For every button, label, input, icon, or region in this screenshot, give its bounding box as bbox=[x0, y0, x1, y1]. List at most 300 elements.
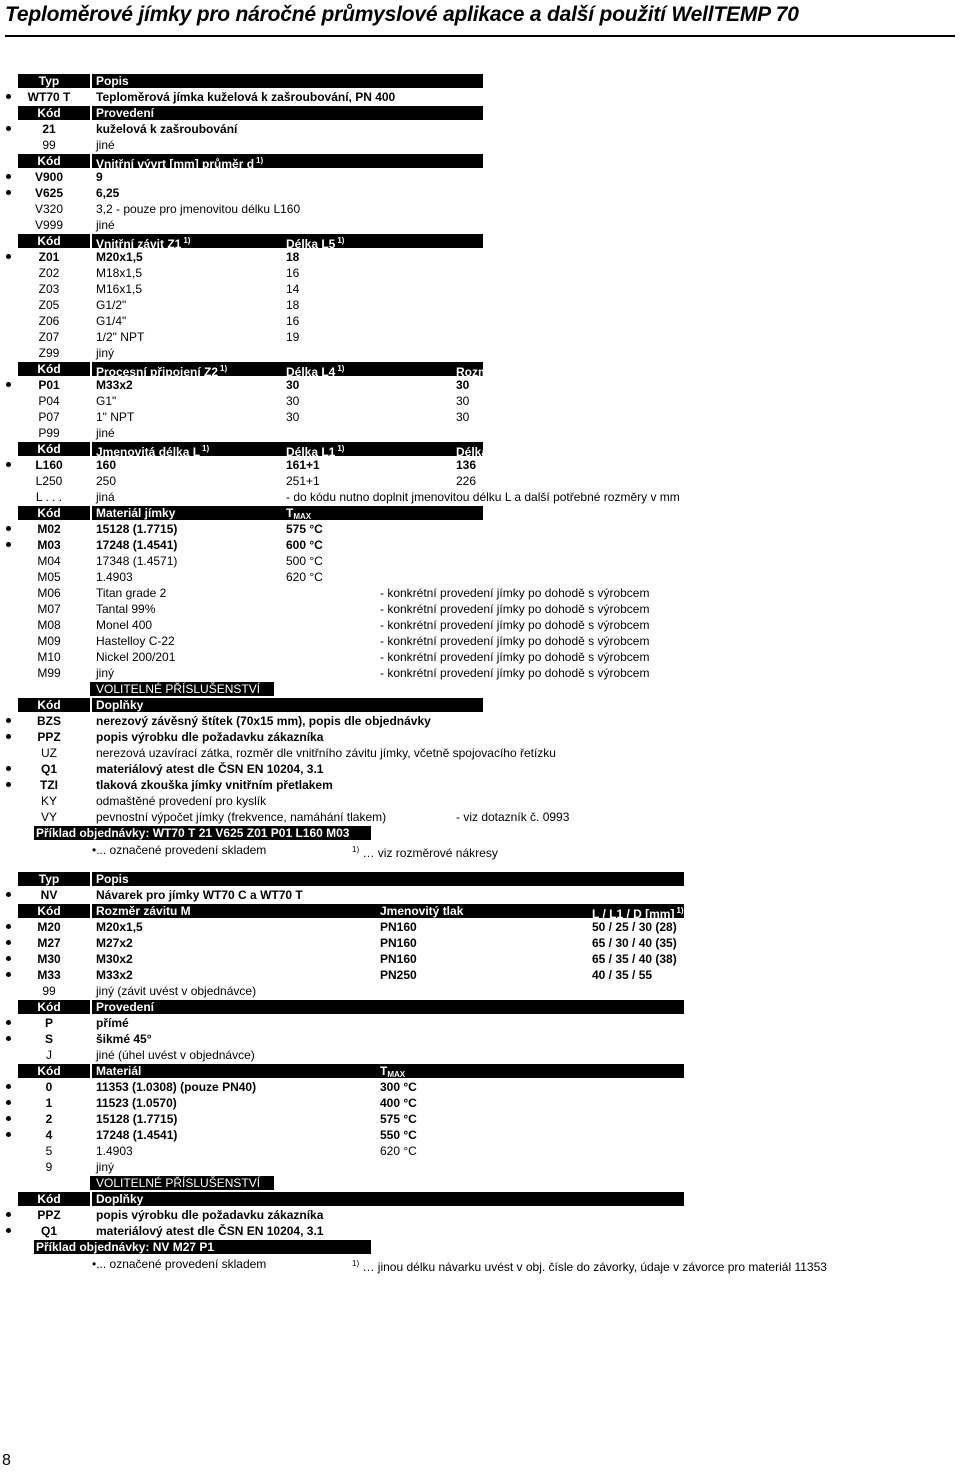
row-cell: Nickel 200/201 bbox=[96, 650, 176, 664]
row-code: Kód bbox=[37, 106, 61, 120]
row-cell: jiný bbox=[96, 1160, 115, 1174]
row-cell: 11523 (1.0570) bbox=[96, 1096, 177, 1110]
row-cell: Návarek pro jímky WT70 C a WT70 T bbox=[96, 888, 303, 902]
table-row bbox=[0, 553, 960, 569]
subheader-row bbox=[0, 1175, 960, 1191]
row-cell: tlaková zkouška jímky vnitřním přetlakem bbox=[96, 778, 333, 792]
row-cell: 17248 (1.4541) bbox=[96, 538, 178, 552]
row-cell: Vnitřní závit Z1 $^{1)}$ bbox=[96, 236, 191, 251]
row-code: PPZ bbox=[37, 730, 61, 744]
row-cell: L / L1 / D [mm] $^{1)}$ bbox=[592, 906, 684, 921]
table-row bbox=[0, 1079, 960, 1095]
footnote-mark: 1) bbox=[337, 364, 345, 373]
subscript: MAX bbox=[387, 1070, 406, 1079]
section-navarek-nv bbox=[0, 871, 960, 1273]
footnote-mark: 1) bbox=[352, 1259, 360, 1268]
stock-bullet-icon bbox=[6, 956, 11, 961]
row-code: Z03 bbox=[38, 282, 60, 296]
row-cell: G1/2" bbox=[96, 298, 127, 312]
table-row bbox=[0, 489, 960, 505]
stock-bullet-icon bbox=[6, 382, 11, 387]
row-cell: 30 bbox=[456, 394, 470, 408]
row-cell: M30x2 bbox=[96, 952, 133, 966]
row-code: TZI bbox=[40, 778, 58, 792]
row-cell: Jmenovitý tlak bbox=[380, 904, 464, 918]
table-row bbox=[0, 1207, 960, 1223]
row-cell: jiné bbox=[96, 138, 115, 152]
row-cell: 1" NPT bbox=[96, 410, 135, 424]
header-bar bbox=[18, 106, 483, 120]
row-code: M07 bbox=[37, 602, 61, 616]
table-row bbox=[0, 249, 960, 265]
table-row bbox=[0, 951, 960, 967]
footnote-mark: 1) bbox=[507, 444, 515, 453]
row-code: V900 bbox=[34, 170, 64, 184]
row-cell: Provedení bbox=[96, 106, 155, 120]
table-row bbox=[0, 887, 960, 903]
row-code: PPZ bbox=[37, 1208, 61, 1222]
row-code: 5 bbox=[45, 1144, 53, 1158]
stock-bullet-icon bbox=[6, 190, 11, 195]
footnote-mark: 1) bbox=[183, 236, 191, 245]
row-cell: Teploměrová jímka kuželová k zašroubování, PN 400 bbox=[96, 90, 396, 104]
table-row bbox=[0, 1159, 960, 1175]
table-row bbox=[0, 185, 960, 201]
stock-bullet-icon bbox=[6, 972, 11, 977]
row-cell: Jmenovitá délka L $^{1)}$ bbox=[96, 444, 210, 459]
row-cell: 500 °C bbox=[286, 554, 323, 568]
row-cell: M20x1,5 bbox=[96, 250, 143, 264]
row-code: Typ bbox=[38, 872, 60, 886]
row-cell: M18x1,5 bbox=[96, 266, 143, 280]
table-header-row bbox=[0, 871, 960, 887]
row-cell: 620 °C bbox=[286, 570, 323, 584]
row-cell: 400 °C bbox=[380, 1096, 417, 1110]
row-cell: Vnitřní vývrt [mm] průměr d $^{1)}$ bbox=[96, 156, 264, 171]
row-cell: M20x1,5 bbox=[96, 920, 143, 934]
table-header-row bbox=[0, 153, 960, 169]
table-row bbox=[0, 537, 960, 553]
footnote-mark: 1) bbox=[337, 444, 345, 453]
stock-bullet-icon bbox=[6, 940, 11, 945]
row-code: M02 bbox=[37, 522, 61, 536]
table-row bbox=[0, 393, 960, 409]
table-header-row bbox=[0, 1063, 960, 1079]
footnote-stock: •... označené provedení skladem bbox=[92, 843, 267, 857]
row-cell: 18 bbox=[286, 250, 300, 264]
row-code: M09 bbox=[37, 634, 61, 648]
row-cell: 50 / 25 / 30 (28) bbox=[592, 920, 677, 934]
footnote-reference: $^{1)}$ … viz rozměrové nákresy bbox=[352, 845, 498, 860]
row-cell: 575 °C bbox=[286, 522, 323, 536]
table-row bbox=[0, 1095, 960, 1111]
header-separator bbox=[90, 1192, 92, 1206]
table-row bbox=[0, 809, 960, 825]
row-code: P07 bbox=[38, 410, 60, 424]
row-cell: nerezový závěsný štítek (70x15 mm), popis dle objednávky bbox=[96, 714, 431, 728]
table-row bbox=[0, 569, 960, 585]
table-header-row bbox=[0, 233, 960, 249]
row-cell: PN160 bbox=[380, 952, 417, 966]
row-cell: Doplňky bbox=[96, 698, 144, 712]
row-cell: 40 / 35 / 55 bbox=[592, 968, 653, 982]
row-cell: 161+1 bbox=[286, 458, 320, 472]
row-cell: jiné bbox=[96, 426, 115, 440]
row-code: Kód bbox=[37, 1000, 61, 1014]
stock-bullet-icon bbox=[6, 254, 11, 259]
header-separator bbox=[90, 74, 92, 88]
order-example-text: Příklad objednávky: WT70 T 21 V625 Z01 P01 L160 M03 bbox=[36, 826, 350, 840]
row-code: Kód bbox=[37, 154, 61, 168]
stock-bullet-icon bbox=[6, 1228, 11, 1233]
page-title: Teploměrové jímky pro náročné průmyslové aplikace a další použití WellTEMP 70 bbox=[5, 3, 799, 26]
row-code: Kód bbox=[37, 442, 61, 456]
row-cell: Délka L5 $^{1)}$ bbox=[286, 236, 345, 251]
stock-bullet-icon bbox=[6, 1132, 11, 1137]
table-row bbox=[0, 457, 960, 473]
row-cell: jiné (úhel uvést v objednávce) bbox=[96, 1048, 255, 1062]
row-code: J bbox=[46, 1048, 52, 1062]
row-code: UZ bbox=[41, 746, 57, 760]
row-cell: Provedení bbox=[96, 1000, 155, 1014]
row-cell: 1.4903 bbox=[96, 570, 133, 584]
row-cell: 250 bbox=[96, 474, 117, 488]
stock-bullet-icon bbox=[6, 1036, 11, 1041]
stock-bullet-icon bbox=[6, 462, 11, 467]
row-cell: 3,2 - pouze pro jmenovitou délku L160 bbox=[96, 202, 301, 216]
row-cell: M33x2 bbox=[96, 378, 133, 392]
footnote-reference: $^{1)}$ … jinou délku návarku uvést v obj. čísle do závorky, údaje v závorce pro materiál 11353 bbox=[352, 1259, 827, 1274]
header-bar bbox=[18, 234, 483, 248]
row-code: Q1 bbox=[40, 1224, 57, 1238]
row-cell: G1" bbox=[96, 394, 117, 408]
footnote-row bbox=[0, 1255, 960, 1273]
row-cell: 18 bbox=[286, 298, 300, 312]
row-cell: G1/4" bbox=[96, 314, 127, 328]
stock-bullet-icon bbox=[6, 542, 11, 547]
table-row bbox=[0, 169, 960, 185]
stock-bullet-icon bbox=[6, 1020, 11, 1025]
row-code: Z02 bbox=[38, 266, 60, 280]
row-cell: jiné bbox=[96, 218, 115, 232]
stock-bullet-icon bbox=[6, 1100, 11, 1105]
header-separator bbox=[90, 1064, 92, 1078]
stock-bullet-icon bbox=[6, 782, 11, 787]
table-header-row bbox=[0, 441, 960, 457]
stock-bullet-icon bbox=[6, 174, 11, 179]
header-bar bbox=[18, 442, 483, 456]
row-cell: Rozměr klíče SW $^{1)}$ bbox=[456, 364, 562, 379]
table-row bbox=[0, 1223, 960, 1239]
footnote-mark: 1) bbox=[554, 364, 562, 373]
row-cell: M33x2 bbox=[96, 968, 133, 982]
table-row bbox=[0, 265, 960, 281]
stock-bullet-icon bbox=[6, 892, 11, 897]
stock-bullet-icon bbox=[6, 94, 11, 99]
table-row bbox=[0, 713, 960, 729]
row-cell: 251+1 bbox=[286, 474, 320, 488]
row-cell: Délka L4 $^{1)}$ bbox=[286, 364, 345, 379]
row-cell: 136 bbox=[456, 458, 477, 472]
row-code: Kód bbox=[37, 234, 61, 248]
row-cell: šikmé 45° bbox=[96, 1032, 152, 1046]
stock-bullet-icon bbox=[6, 734, 11, 739]
row-cell: 30 bbox=[286, 378, 300, 392]
row-cell: Titan grade 2 bbox=[96, 586, 167, 600]
table-row bbox=[0, 329, 960, 345]
row-code: M04 bbox=[37, 554, 61, 568]
row-code: M30 bbox=[37, 952, 61, 966]
order-example bbox=[0, 825, 960, 841]
row-code: M05 bbox=[37, 570, 61, 584]
header-separator bbox=[90, 442, 92, 456]
row-cell: - konkrétní provedení jímky po dohodě s výrobcem bbox=[380, 602, 650, 616]
row-cell: 30 bbox=[286, 410, 300, 424]
header-bar bbox=[18, 506, 483, 520]
row-cell: 6,25 bbox=[96, 186, 120, 200]
table-header-row bbox=[0, 903, 960, 919]
row-cell: PN160 bbox=[380, 936, 417, 950]
row-code: Kód bbox=[37, 904, 61, 918]
table-row bbox=[0, 967, 960, 983]
row-code: Z99 bbox=[38, 346, 60, 360]
row-code: M33 bbox=[37, 968, 61, 982]
row-cell: materiálový atest dle ČSN EN 10204, 3.1 bbox=[96, 762, 324, 776]
row-cell: Tantal 99% bbox=[96, 602, 156, 616]
row-cell: 30 bbox=[456, 378, 470, 392]
row-code: P bbox=[44, 1016, 53, 1030]
footnote-mark: 1) bbox=[220, 364, 228, 373]
header-separator bbox=[90, 106, 92, 120]
table-row bbox=[0, 745, 960, 761]
table-row bbox=[0, 777, 960, 793]
row-cell: - do kódu nutno doplnit jmenovitou délku L a další potřebné rozměry v mm bbox=[286, 490, 680, 504]
header-bar bbox=[18, 74, 483, 88]
row-cell: VOLITELNÉ PŘÍSLUŠENSTVÍ bbox=[96, 1176, 261, 1190]
stock-bullet-icon bbox=[6, 1212, 11, 1217]
table-row bbox=[0, 89, 960, 105]
header-bar bbox=[18, 362, 483, 376]
row-cell: PN160 bbox=[380, 920, 417, 934]
row-cell: odmaštěné provedení pro kyslík bbox=[96, 794, 267, 808]
row-code: P04 bbox=[38, 394, 60, 408]
row-cell: jiný bbox=[96, 666, 115, 680]
subscript: MAX bbox=[293, 512, 312, 521]
header-separator bbox=[90, 872, 92, 886]
row-cell: 17348 (1.4571) bbox=[96, 554, 178, 568]
row-cell: - konkrétní provedení jímky po dohodě s výrobcem bbox=[380, 634, 650, 648]
table-row bbox=[0, 601, 960, 617]
section-welltemp-wt70t bbox=[0, 73, 960, 859]
table-row bbox=[0, 377, 960, 393]
row-code: Z05 bbox=[38, 298, 60, 312]
row-code: L160 bbox=[35, 458, 63, 472]
footnote-row bbox=[0, 841, 960, 859]
row-cell: - viz dotazník č. 0993 bbox=[456, 810, 570, 824]
order-example-text: Příklad objednávky: NV M27 P1 bbox=[36, 1240, 215, 1254]
stock-bullet-icon bbox=[6, 1084, 11, 1089]
footnote-mark: 1) bbox=[352, 845, 360, 854]
row-cell: - konkrétní provedení jímky po dohodě s výrobcem bbox=[380, 618, 650, 632]
row-code: Q1 bbox=[40, 762, 57, 776]
row-cell: jiná bbox=[96, 490, 115, 504]
row-code: M99 bbox=[37, 666, 61, 680]
row-code: M08 bbox=[37, 618, 61, 632]
row-cell: 15128 (1.7715) bbox=[96, 522, 178, 536]
table-row bbox=[0, 729, 960, 745]
row-code: Typ bbox=[38, 74, 60, 88]
row-cell: 575 °C bbox=[380, 1112, 417, 1126]
row-cell: 9 bbox=[96, 170, 103, 184]
row-code: V320 bbox=[34, 202, 64, 216]
row-cell: 17248 (1.4541) bbox=[96, 1128, 178, 1142]
row-cell: 19 bbox=[286, 330, 300, 344]
table-row bbox=[0, 1111, 960, 1127]
row-code: Z06 bbox=[38, 314, 60, 328]
row-code: M06 bbox=[37, 586, 61, 600]
table-row bbox=[0, 473, 960, 489]
table-row bbox=[0, 201, 960, 217]
table-row bbox=[0, 1031, 960, 1047]
row-cell: Popis bbox=[96, 872, 129, 886]
row-cell: Popis bbox=[96, 74, 129, 88]
row-cell: jiný (závit uvést v objednávce) bbox=[96, 984, 257, 998]
footnote-stock: •... označené provedení skladem bbox=[92, 1257, 267, 1271]
row-code: V999 bbox=[34, 218, 64, 232]
row-code: NV bbox=[40, 888, 58, 902]
row-cell: 300 °C bbox=[380, 1080, 417, 1094]
row-cell: 16 bbox=[286, 314, 300, 328]
row-code: Z07 bbox=[38, 330, 60, 344]
row-code: L250 bbox=[35, 474, 63, 488]
row-cell: 550 °C bbox=[380, 1128, 417, 1142]
footnote-mark: 1) bbox=[202, 444, 210, 453]
table-header-row bbox=[0, 1191, 960, 1207]
row-cell: 600 °C bbox=[286, 538, 323, 552]
footnote-mark: 1) bbox=[256, 156, 264, 165]
table-row bbox=[0, 409, 960, 425]
stock-bullet-icon bbox=[6, 1116, 11, 1121]
table-header-row bbox=[0, 361, 960, 377]
stock-bullet-icon bbox=[6, 718, 11, 723]
row-cell: M27x2 bbox=[96, 936, 133, 950]
row-code: P99 bbox=[38, 426, 60, 440]
header-separator bbox=[90, 904, 92, 918]
header-separator bbox=[90, 506, 92, 520]
row-cell: Hastelloy C-22 bbox=[96, 634, 175, 648]
header-bar bbox=[18, 698, 483, 712]
table-row bbox=[0, 919, 960, 935]
row-code: Kód bbox=[37, 1192, 61, 1206]
row-cell: 14 bbox=[286, 282, 300, 296]
row-code: P01 bbox=[38, 378, 60, 392]
footnote-mark: 1) bbox=[676, 906, 684, 915]
row-code: M27 bbox=[37, 936, 61, 950]
row-cell: PN250 bbox=[380, 968, 417, 982]
row-code: VY bbox=[40, 810, 57, 824]
row-cell: popis výrobku dle požadavku zákazníka bbox=[96, 730, 324, 744]
header-separator bbox=[90, 698, 92, 712]
row-code: BZS bbox=[37, 714, 61, 728]
row-code: WT70 T bbox=[27, 90, 71, 104]
stock-bullet-icon bbox=[6, 766, 11, 771]
row-code: M03 bbox=[37, 538, 61, 552]
table-row bbox=[0, 1143, 960, 1159]
table-row bbox=[0, 935, 960, 951]
row-cell: materiálový atest dle ČSN EN 10204, 3.1 bbox=[96, 1224, 324, 1238]
table-row bbox=[0, 281, 960, 297]
table-header-row bbox=[0, 505, 960, 521]
row-code: Kód bbox=[37, 698, 61, 712]
row-cell: Monel 400 bbox=[96, 618, 153, 632]
header-separator bbox=[90, 234, 92, 248]
table-row bbox=[0, 521, 960, 537]
stock-bullet-icon bbox=[6, 924, 11, 929]
table-row bbox=[0, 425, 960, 441]
row-cell: Materiál bbox=[96, 1064, 142, 1078]
row-cell: 226 bbox=[456, 474, 477, 488]
row-code: 9 bbox=[45, 1160, 53, 1174]
row-cell: Procesní připojení Z2 $^{1)}$ bbox=[96, 364, 228, 379]
row-code: S bbox=[44, 1032, 53, 1046]
row-code: 1 bbox=[45, 1096, 53, 1110]
row-cell: 65 / 35 / 40 (38) bbox=[592, 952, 677, 966]
row-code: M20 bbox=[37, 920, 61, 934]
table-row bbox=[0, 633, 960, 649]
table-row bbox=[0, 793, 960, 809]
row-code: V625 bbox=[34, 186, 64, 200]
table-row bbox=[0, 983, 960, 999]
row-cell: VOLITELNÉ PŘÍSLUŠENSTVÍ bbox=[96, 682, 261, 696]
row-cell: jiný bbox=[96, 346, 115, 360]
header-separator bbox=[90, 1000, 92, 1014]
row-cell: 1.4903 bbox=[96, 1144, 133, 1158]
stock-bullet-icon bbox=[6, 526, 11, 531]
table-header-row bbox=[0, 999, 960, 1015]
row-cell: přímé bbox=[96, 1016, 129, 1030]
row-cell: 16 bbox=[286, 266, 300, 280]
row-cell: Délka L2 $^{1)}$ bbox=[456, 444, 515, 459]
row-cell: 15128 (1.7715) bbox=[96, 1112, 178, 1126]
row-cell: Materiál jímky bbox=[96, 506, 176, 520]
row-cell: $T_{MAX}$ bbox=[286, 506, 312, 521]
row-code: 2 bbox=[45, 1112, 53, 1126]
table-row bbox=[0, 345, 960, 361]
row-cell: 65 / 30 / 40 (35) bbox=[592, 936, 677, 950]
row-cell: nerezová uzavírací zátka, rozměr dle vnitřního závitu jímky, včetně spojovacího řetízku bbox=[96, 746, 556, 760]
row-code: 21 bbox=[42, 122, 56, 136]
row-cell: Doplňky bbox=[96, 1192, 144, 1206]
row-cell: pevnostní výpočet jímky (frekvence, namáhání tlakem) bbox=[96, 810, 387, 824]
row-cell: 620 °C bbox=[380, 1144, 417, 1158]
header-separator bbox=[90, 362, 92, 376]
table-header-row bbox=[0, 105, 960, 121]
table-row bbox=[0, 121, 960, 137]
table-row bbox=[0, 217, 960, 233]
order-example bbox=[0, 1239, 960, 1255]
subheader-row bbox=[0, 681, 960, 697]
table-row bbox=[0, 1015, 960, 1031]
footnote-mark: 1) bbox=[337, 236, 345, 245]
table-header-row bbox=[0, 73, 960, 89]
row-cell: - konkrétní provedení jímky po dohodě s výrobcem bbox=[380, 650, 650, 664]
row-cell: M16x1,5 bbox=[96, 282, 143, 296]
table-row bbox=[0, 761, 960, 777]
row-cell: $T_{MAX}$ bbox=[380, 1064, 406, 1079]
row-code: Kód bbox=[37, 506, 61, 520]
table-row bbox=[0, 617, 960, 633]
row-cell: 30 bbox=[286, 394, 300, 408]
